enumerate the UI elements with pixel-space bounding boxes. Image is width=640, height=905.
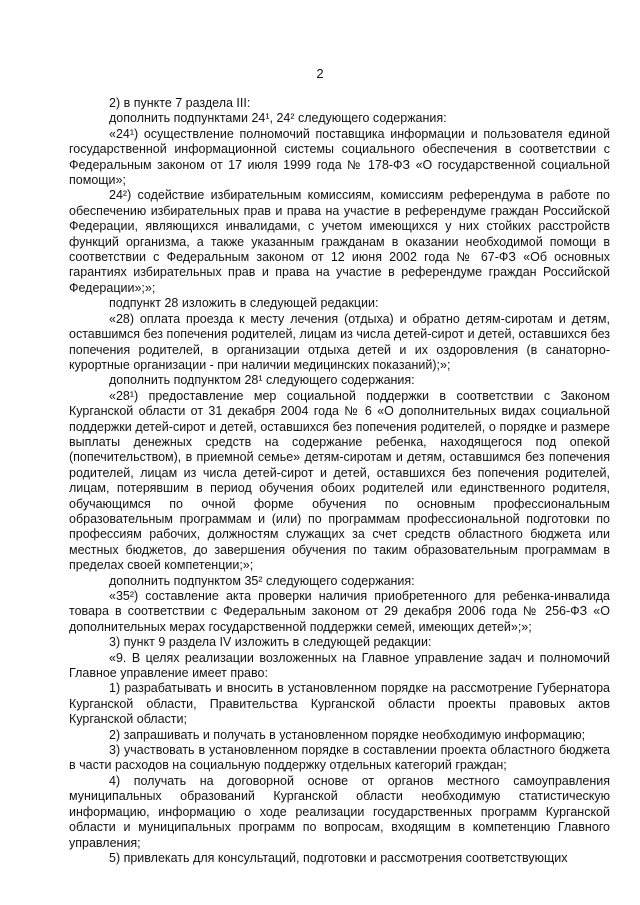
page-number: 2 (316, 66, 324, 81)
paragraph-right-3: 3) участвовать в установленном порядке в составлении проекта областного бюджета в части расходов на социальную поддержку отдельных категорий граждан; (69, 743, 610, 773)
paragraph-35-2: «35²) составление акта проверки наличия приобретенного для ребенка-инвалида товара в соответствии с Федеральным законом от 29 декабря 2006 года № 256-ФЗ «О дополнительных мерах государственной поддержки семей, имеющих детей»;»; (69, 589, 610, 634)
paragraph-point-9-intro: 3) пункт 9 раздела IV изложить в следующей редакции: (109, 635, 432, 650)
paragraph-right-5: 5) привлекать для консультаций, подготовки и рассмотрения соответствующих (109, 850, 568, 865)
paragraph-right-1: 1) разрабатывать и вносить в установленном порядке на рассмотрение Губернатора Курганской области, Правительства Курганской области проекты правовых актов Курганской области; (69, 681, 610, 727)
paragraph-add-28-1: дополнить подпунктом 28¹ следующего содержания: (109, 373, 415, 388)
paragraph-24-2: 24²) содействие избирательным комиссиям, комиссиям референдума в работе по обеспечению избирательных прав и права на участие в референдуме граждан Российской Федерации, являющихся инвалидами, с учетом имеющихся у них стойких расстройств функций организма, а также указанным гражданам в оказании необходимой помощи в соответствии с Федеральным законом от 12 июня 2002 года № 67-ФЗ «Об основных гарантиях избирательных прав и права на участие в референдуме граждан Российской Федерации»;»; (69, 188, 610, 295)
paragraph-add-35-2: дополнить подпунктом 35² следующего содержания: (109, 573, 415, 588)
paragraph-28-1: «28¹) предоставление мер социальной поддержки в соответствии с Законом Курганской области от 31 декабря 2004 года № 6 «О дополнительных видах социальной поддержки детей-сирот и детей, оставшихся без попечения родителей, о порядке и размере выплаты денежных средств на содержание ребенка, находящегося под опекой (попечительством), в приемной семье» детям-сиротам и детям, оставшимся без попечения родителей, лицам из числа детей-сирот и детей, оставшихся без попечения родителей, лицам, потерявшим в период обучения обоих родителей или единственного родителя, обучающимся по очной форме обучения по основным профессиональным образовательным программам и (или) по программам профессиональной подготовки по профессиям рабочих, должностям служащих за счет средств областного бюджета или местных бюджетов, до завершения обучения по таким образовательным программам в пределах своей компетенции;»; (69, 388, 610, 573)
paragraph-sub-28-intro: подпункт 28 изложить в следующей редакции: (109, 296, 379, 311)
paragraph-right-4: 4) получать на договорной основе от органов местного самоуправления муниципальных образований Курганской области необходимую статистическую информацию, информацию о ходе реализации государственных программ Курганской области и муниципальных программ по вопросам, входящим в компетенцию Главного управления; (69, 773, 610, 850)
paragraph-28: «28) оплата проезда к месту лечения (отдыха) и обратно детям-сиротам и детям, оставшимся без попечения родителей, лицам из числа детей-сирот и детей, оставшихся без попечения родителей, в организации отдыха детей и их оздоровления (в санаторно-курортные организации - при наличии медицинских показаний);»; (69, 311, 610, 372)
paragraph-24-1: «24¹) осуществление полномочий поставщика информации и пользователя единой государственной информационной системы социального обеспечения в соответствии с Федеральным законом от 17 июля 1999 года № 178-ФЗ «О государственной социальной помощи»; (69, 126, 610, 188)
paragraph-add-24: дополнить подпунктами 24¹, 24² следующего содержания: (109, 111, 447, 126)
paragraph-section-3-point-7: 2) в пункте 7 раздела III: (109, 96, 251, 110)
paragraph-point-9: «9. В целях реализации возложенных на Главное управление задач и полномочий Главное управление имеет право: (69, 650, 610, 681)
paragraph-right-2: 2) запрашивать и получать в установленном порядке необходимую информацию; (109, 727, 586, 742)
document-body (69, 96, 610, 866)
